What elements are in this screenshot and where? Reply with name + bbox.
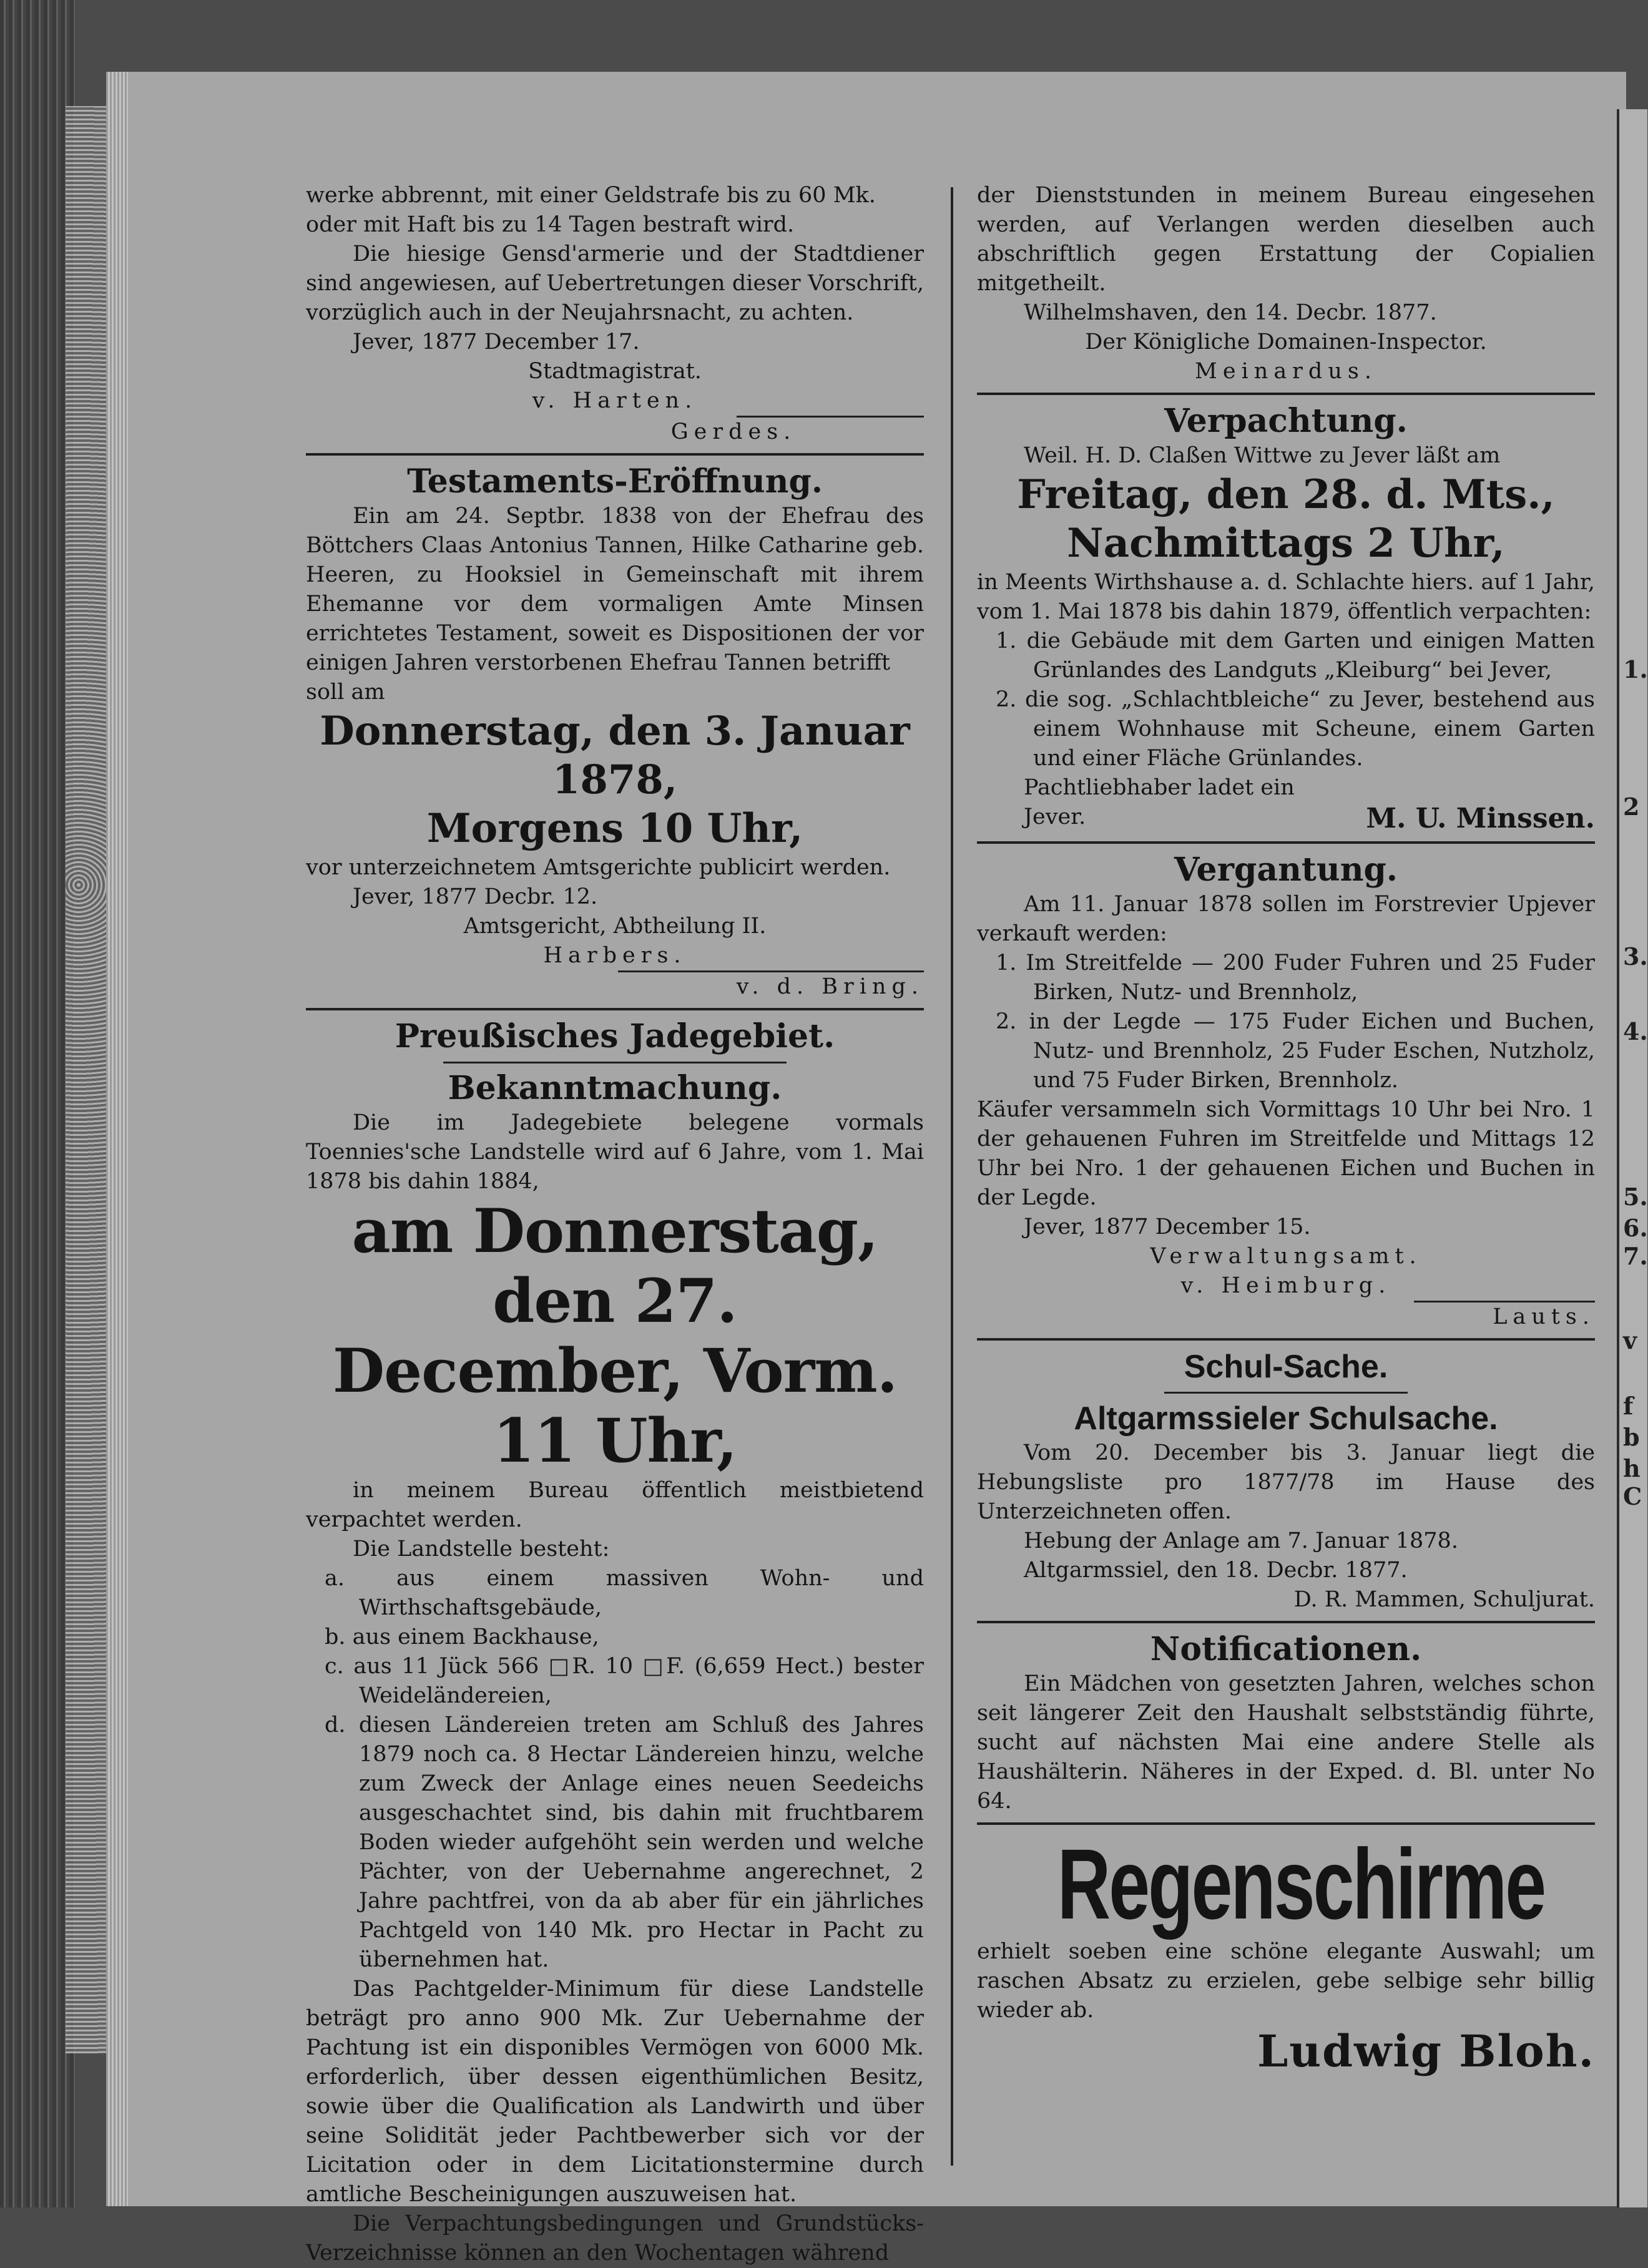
list-intro: Die Landstelle besteht: (353, 1537, 610, 1562)
paragraph: Die hiesige Gensd'armerie und der Stadtdiener sind angewiesen, auf Uebertretungen dieser Vorschrift, vorzüglich auch in der Neujahrsnacht, zu achten. (306, 242, 924, 325)
margin-letter: h (1623, 1454, 1641, 1482)
paragraph: Am 11. Januar 1878 sollen im Forstrevier Upjever verkauft werden: (977, 892, 1595, 946)
list-item: 1. die Gebäude mit dem Garten und einigen Matten Grünlandes des Landguts „Kleiburg“ bei Jever, (996, 628, 1595, 683)
paragraph: Ein Mädchen von gesetzten Jahren, welches schon seit längerer Zeit den Haushalt selbstständig führte, sucht auf nächsten Mai eine andere Stelle als Haushälterin. Näheres in der Exped. d. Bl. unter No 64. (977, 1671, 1595, 1814)
paragraph: Käufer versammeln sich Vormittags 10 Uhr bei Nro. 1 der gehauenen Fuhren im Streitfelde und Mittags 12 Uhr bei Nro. 1 der gehauenen Eichen und Buchen in der Legde. (977, 1097, 1595, 1210)
office-line: Stadtmagistrat. (528, 359, 702, 384)
margin-letter: 7. (1623, 1242, 1648, 1270)
text-line: oder mit Haft bis zu 14 Tagen bestraft wird. (306, 212, 795, 237)
heading: Vergantung. (1174, 851, 1398, 889)
list-item: c. aus 11 Jück 566 □R. 10 □F. (6,659 Hect.) bester Weideländereien, (325, 1654, 924, 1708)
paragraph: Ein am 24. Septbr. 1838 von der Ehefrau des Böttchers Claas Antonius Tannen, Hilke Catharine geb. Heeren, zu Hooksiel in Gemeinschaft mit ihrem Ehemanne vor dem vormaligen Amte Minsen errichtetes Testament, soweit es Dispositionen der vor einigen Jahren verstorbenen Ehefrau Tannen betrifft (306, 504, 924, 675)
date-headline: Donnerstag, den 3. Januar 1878, (320, 708, 910, 803)
margin-letter: 3. (1623, 942, 1648, 970)
heading-rule (443, 1062, 787, 1063)
heading: Schul-Sache. (1184, 1349, 1388, 1385)
heading: Testaments-Eröffnung. (407, 462, 823, 501)
subheading: Bekanntmachung. (448, 1069, 782, 1107)
time-headline: Morgens 10 Uhr, (426, 805, 803, 852)
subheading: Altgarmssieler Schulsache. (1074, 1400, 1498, 1437)
signature: Lauts. (1493, 1304, 1595, 1329)
signature: M. U. Minssen. (1366, 803, 1595, 834)
marbled-edge (66, 106, 109, 2053)
paragraph: Das Pachtgelder-Minimum für diese Landstelle beträgt pro anno 900 Mk. Zur Uebernahme der Pachtung ist ein disponibles Vermögen von 6000 Mk. erforderlich, über dessen eigenthümlichen Besitz, sowie über die Qualification als Landwirth und über seine Solidität jeder Pachtbewerber sich vor der Licitation oder in dem Licitationstermine durch amtliche Bescheinigungen auszuweisen hat. (306, 1977, 924, 2207)
paragraph: in meinem Bureau öffentlich meistbietend verpachtet werden. (306, 1478, 924, 1532)
section-rule (977, 393, 1595, 395)
list-item: a. aus einem massiven Wohn- und Wirthschaftsgebäude, (325, 1566, 924, 1620)
margin-letter: C (1623, 1482, 1642, 1510)
section-rule (977, 1338, 1595, 1341)
office-line: Verwaltungsamt. (1150, 1244, 1422, 1269)
list-item: 1. Im Streitfelde — 200 Fuder Fuhren und 25 Fuder Birken, Nutz- und Brennholz, (996, 951, 1595, 1005)
heading: Notificationen. (1150, 1630, 1422, 1668)
vergantung-notice (977, 850, 1595, 1332)
jadegebiet-notice (306, 1017, 924, 2268)
heading: Verpachtung. (1164, 402, 1408, 440)
regenschirme-advert (977, 1828, 1595, 2077)
page-stack-edge (106, 72, 131, 2206)
notificationen-notice (977, 1630, 1595, 1816)
paragraph: der Dienststunden in meinem Bureau eingesehen werden, auf Verlangen werden dieselben auch abschriftlich gegen Erstattung der Copialien mitgetheilt. (977, 183, 1595, 296)
signature: D. R. Mammen, Schuljurat. (1293, 1587, 1595, 1612)
section-rule (977, 1822, 1595, 1825)
paragraph: Die Verpachtungsbedingungen und Grundstücks-Verzeichnisse können an den Wochentagen während (306, 2211, 924, 2266)
date-line: Jever, 1877 Decbr. 12. (353, 884, 598, 909)
heading: Preußisches Jadegebiet. (395, 1017, 835, 1055)
book-spine (0, 0, 75, 2207)
margin-letter: 1. (1623, 655, 1648, 683)
margin-letter: 6. (1623, 1214, 1648, 1242)
text-line: werke abbrennt, mit einer Geldstrafe bis zu 60 Mk. (306, 183, 876, 208)
text-line: soll am (306, 680, 385, 705)
margin-letter: b (1623, 1423, 1640, 1451)
date-line: Wilhelmshaven, den 14. Decbr. 1877. (1024, 300, 1437, 325)
right-column (977, 181, 1595, 2077)
paragraph: in Meents Wirthshause a. d. Schlachte hiers. auf 1 Jahr, vom 1. Mai 1878 bis dahin 1879, öffentlich verpachten: (977, 570, 1595, 624)
margin-letter: 2 (1623, 793, 1640, 821)
text-line: Hebung der Anlage am 7. Januar 1878. (1024, 1528, 1458, 1553)
heading-rule (1164, 1392, 1408, 1394)
adjacent-page-edge (1617, 109, 1647, 2207)
signature: Harbers. (543, 943, 687, 968)
signature: Meinardus. (1195, 359, 1377, 384)
signature: v. Harten. (532, 388, 698, 413)
paragraph: Vom 20. December bis 3. Januar liegt die Hebungsliste pro 1877/78 im Hause des Unterzeichneten offen. (977, 1440, 1595, 1524)
place-line: Jever. (1024, 804, 1086, 829)
margin-letter: f (1623, 1392, 1634, 1420)
signature: v. d. Bring. (736, 974, 924, 999)
left-column (306, 181, 924, 2268)
margin-letter: 5. (1623, 1183, 1648, 1211)
date-line: Altgarmssiel, den 18. Decbr. 1877. (1024, 1558, 1408, 1583)
office-line: Der Königliche Domainen-Inspector. (1085, 330, 1487, 354)
advert-title: Regenschirme (1057, 1828, 1545, 1940)
office-line: Amtsgericht, Abtheilung II. (463, 914, 767, 939)
domainen-notice-continued (977, 181, 1595, 386)
section-rule (306, 453, 924, 456)
list-item: 2. die sog. „Schlachtbleiche“ zu Jever, bestehend aus einem Wohnhause mit Scheune, einem Garten und einer Fläche Grünlandes. (996, 687, 1595, 771)
time-headline: Nachmittags 2 Uhr, (1067, 520, 1505, 567)
signature: Gerdes. (670, 419, 797, 444)
signature: v. Heimburg. (1180, 1273, 1391, 1298)
margin-letter: 4. (1623, 1017, 1648, 1045)
list-item: d. diesen Ländereien treten am Schluß des Jahres 1879 noch ca. 8 Hectar Ländereien hinzu, welche zum Zweck der Anlage eines neuen Seedeichs ausgeschachtet sind, bis dahin mit fruchtbarem Boden wieder aufgehöht sein werden und welche Pächter, von der Uebernahme angerechnet, 2 Jahre pachtfrei, von da ab aber für ein jährliches Pachtgeld von 140 Mk. pro Hectar in Pacht zu übernehmen hat. (325, 1713, 924, 1972)
section-rule (306, 1008, 924, 1010)
time-headline: December, Vorm. 11 Uhr, (332, 1336, 898, 1476)
paragraph: vor unterzeichnetem Amtsgerichte publicirt werden. (306, 855, 891, 880)
margin-letter: v (1623, 1326, 1637, 1354)
schulsache-notice (977, 1347, 1595, 1615)
date-line: Jever, 1877 December 17. (353, 330, 640, 354)
section-rule (977, 1621, 1595, 1623)
signature-row (977, 803, 1595, 835)
paragraph: erhielt soeben eine schöne elegante Auswahl; um raschen Absatz zu erzielen, gebe selbige sehr billig wieder ab. (977, 1939, 1595, 2023)
date-headline: am Donnerstag, den 27. (351, 1196, 878, 1336)
column-divider (951, 187, 953, 2166)
paragraph: Weil. H. D. Claßen Wittwe zu Jever läßt am (1024, 443, 1501, 468)
paragraph: Die im Jadegebiete belegene vormals Toennies'sche Landstelle wird auf 6 Jahre, vom 1. Mai 1878 bis dahin 1884, (306, 1110, 924, 1194)
list-item: 2. in der Legde — 175 Fuder Eichen und Buchen, Nutz- und Brennholz, 25 Fuder Eschen, Nutzholz, und 75 Fuder Birken, Brennholz. (996, 1009, 1595, 1093)
verpachtung-notice (977, 401, 1595, 835)
advertiser-name: Ludwig Bloh. (1257, 2025, 1595, 2077)
date-headline: Freitag, den 28. d. Mts., (1017, 471, 1555, 518)
testament-notice (306, 462, 924, 1002)
list-item: b. aus einem Backhause, (325, 1625, 599, 1650)
stadtmagistrat-notice (306, 181, 924, 447)
date-line: Jever, 1877 December 15. (1024, 1215, 1311, 1239)
section-rule (977, 841, 1595, 844)
text-line: Pachtliebhaber ladet ein (1024, 775, 1295, 800)
